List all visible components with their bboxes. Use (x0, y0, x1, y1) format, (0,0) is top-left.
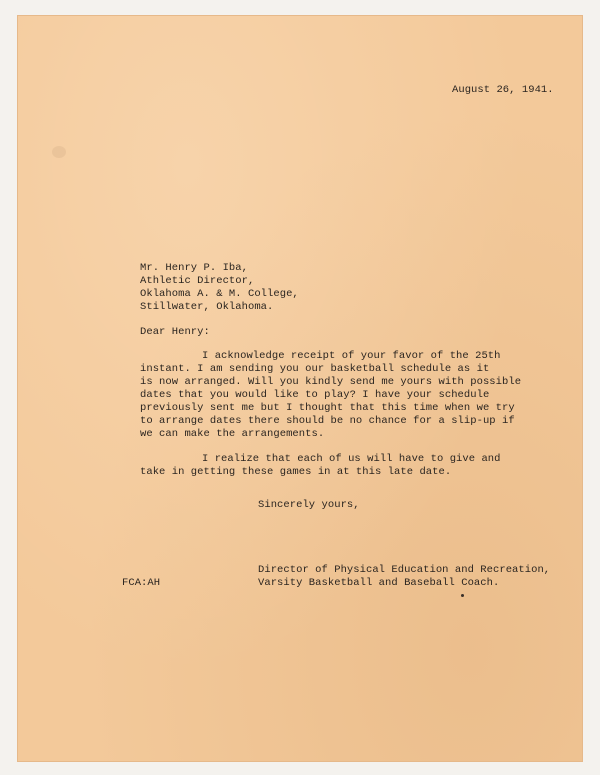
paragraph-line: instant. I am sending you our basketball schedule as it (140, 363, 490, 375)
signature-title-line: Director of Physical Education and Recreation, (258, 564, 551, 576)
paragraph-line: dates that you would like to play? I have your schedule (140, 389, 490, 401)
paper-stain (52, 146, 66, 158)
ink-dot (461, 594, 464, 597)
typist-initials: FCA:AH (122, 577, 161, 589)
paragraph-line: to arrange dates there should be no chance for a slip-up if (140, 415, 515, 427)
paragraph-line: we can make the arrangements. (140, 428, 325, 440)
paragraph-line: take in getting these games in at this late date. (140, 466, 452, 478)
salutation: Dear Henry: (140, 326, 210, 338)
address-line: Mr. Henry P. Iba, (140, 262, 248, 274)
letter-date: August 26, 1941. (452, 84, 554, 96)
address-line: Oklahoma A. & M. College, (140, 288, 299, 300)
paragraph-line: previously sent me but I thought that this time when we try (140, 402, 515, 414)
closing: Sincerely yours, (258, 499, 360, 511)
signature-title-line: Varsity Basketball and Baseball Coach. (258, 577, 500, 589)
paragraph-line: is now arranged. Will you kindly send me yours with possible (140, 376, 522, 388)
paragraph-line: I acknowledge receipt of your favor of the 25th (202, 350, 501, 362)
letter-page (18, 16, 582, 761)
address-line: Stillwater, Oklahoma. (140, 301, 274, 313)
address-line: Athletic Director, (140, 275, 255, 287)
paragraph-line: I realize that each of us will have to give and (202, 453, 501, 465)
